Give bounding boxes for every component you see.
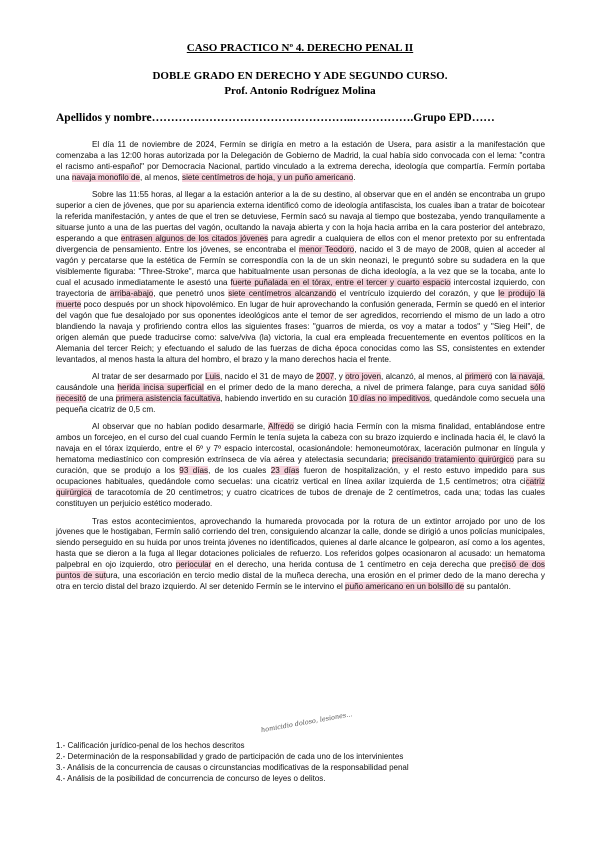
professor-name: Prof. Antonio Rodríguez Molina [224,85,376,97]
question-item: 2.- Determinación de la responsabilidad y grado de participación de cada uno de los intervinientes [56,752,404,761]
text-segment: ura, una escoriación en tercio medio distal de la muñeca derecha, una erosión en el primer dedo de la mano derecha y otra en tercio distal del brazo izquierdo. Al ser detenido Fermín se le intervino el [56,571,545,592]
highlighted-text: la navaja [510,372,543,382]
highlighted-text: 23 días [270,466,300,476]
highlighted-text: catriz quirúrgica [56,477,545,498]
text-segment: de una [86,393,116,403]
highlighted-text: cisó de dos puntos de sut [56,560,545,581]
highlighted-text: herida incisa superficial [117,383,204,393]
text-segment: , causándole una [56,372,545,393]
text-segment: , nacido el 3 de mayo de 2008, quien al acceder al vagón y percatarse que la estética de Fermín se correspondía con la de un skin neonazi, le preguntó sobre su sudadera en la que visiblemente figuraba: "Three-Stroke", marca que habitualmente usan personas de dicha ideología, a la vez que se la tocaba, ante lo cual el acusado inmediatamente le asestó una [56,245,545,287]
text-segment: fueron de hospitalización, y el resto estuvo impedido para sus ocupaciones habituales, quedándole como secuelas: una cicatriz vertical en línea axilar izquierda de 1,5 centímetros; otra ci [56,466,545,487]
highlighted-text: fuerte puñalada en el tórax, entre el tercer y cuarto espacio [230,277,451,287]
text-segment: , alcanzó, al menos, al [381,372,465,382]
highlighted-text: 93 días [179,466,209,476]
case-paragraph [56,517,545,594]
highlighted-text: periocular [175,560,212,570]
case-paragraph [56,422,545,510]
highlighted-text: siete centímetros alcanzando [228,288,337,298]
text-segment: para agredir a cualquiera de ellos con el menor pretexto por su enfrentada divergencia de pensamiento. Entre los jóvenes, se encontraba el [56,234,545,255]
text-segment: en el primer dedo de la mano derecha, a nivel de primera falange, para cuya sanidad [203,383,531,393]
highlighted-text: puño americano en un bolsillo de [345,582,465,592]
text-segment: para su curación, que se produjo a los [56,455,545,476]
text-segment: , que penetró unos [153,288,229,298]
highlighted-text: siete centímetros de hoja, y un puño americano [182,172,354,182]
text-segment: , quedándole como secuela una pequeña cicatriz de 0,5 cm. [56,393,545,414]
question-item: 1.- Calificación jurídico-penal de los hechos descritos [56,741,245,750]
text-segment: . [353,172,356,182]
text-segment: intercostal izquierdo, con trayectoria de [56,277,545,298]
document-subtitle: DOBLE GRADO EN DERECHO Y ADE SEGUNDO CURSO. [152,70,448,82]
highlighted-text: primero [464,372,493,382]
text-segment: , nacido el 31 de mayo de [220,372,317,382]
highlighted-text: primera asistencia facultativa [115,393,221,403]
highlighted-text: precisando tratamiento quirúrgico [391,455,515,465]
text-segment: , al menos, [140,172,183,182]
questions-list [56,740,556,784]
handwritten-note: homicidio doloso, lesiones... [260,710,353,735]
text-segment: de taracotomía de 20 centímetros; y cuatro cicatrices de tubos de drenaje de 2 centímetros, cada una; todas las cuales constituyen un perjuicio estético moderado. [56,488,545,509]
text-segment: poco después por un shock hipovolémico. En lugar de huir aprovechando la confusión generada, Fermín se quedó en el interior del vagón que fue desalojado por sus oponentes ideológicos ante el temor de ser agredidos, recorriendo el mismo de un lado a otro blandiendo la navaja y profiriendo contra ellos las siguientes frases: "guarros de mierda, os voy a matar a todos" y "Sieg Heil", de origen alemán que puede traducirse como: salve/viva (la) victoria, la cual era empleada frecuentemente en eventos políticos en la Alemania del tercer Reich; y efectuando el saludo de las fuerzas de dicha época conocidas como las SS, consistentes en extender levantados, al menos hasta la altura del hombro, el brazo y la mano derechos hacia el frente. [56,299,545,364]
text-segment: en el derecho, una herida contusa de 1 centímetro en ceja derecha que pre [211,560,502,570]
text-segment: Al observar que no habían podido desarmarle, [92,422,268,432]
highlighted-text: arriba-abajo [109,288,154,298]
text-segment: Tras estos acontecimientos, aprovechando la humareda provocada por la rotura de un extintor arrojado por uno de los jóvenes que le hostigaban, Fermín salió corriendo del tren, consiguiendo alcanzar la calle, donde se dirigió a unos policías municipales, siendo perseguido en su huida por unos treinta jóvenes no identificados, quienes al darle alcance le golpearon, así como a los agentes, hasta que se dieron a la fuga al llegar dotaciones policiales de refuerzo. Los referidos golpes ocasionaron al acusado: un hematoma palpebral en ojo izquierdo, otro [56,516,545,570]
text-segment: Al tratar de ser desarmado por [92,372,206,382]
case-paragraph [56,140,545,184]
highlighted-text: 2007 [316,372,335,382]
text-segment: el ventrículo izquierdo del corazón, y que [336,288,499,298]
case-paragraph [56,372,545,416]
case-text [56,140,545,600]
highlighted-text: sólo necesitó [56,383,546,403]
text-segment: , habiendo invertido en su curación [220,393,349,403]
question-item: 4.- Análisis de la posibilidad de concurrencia de concurso de leyes o delitos. [56,774,326,783]
text-segment: se dirigió hacia Fermín con la misma finalidad, entablándose entre ambos un forcejeo, en el curso del cual cuando Fermín le tenía sujeta la cabeza con su brazo izquierdo e inclinada hacia él, le clavó la navaja en el tórax izquierdo, entre el 6º y 7º espacio intercostal, ocasionándole: hemoneumotórax, laceración pulmonar en língula y hematoma mediastínico con compresión extrínseca de vía aérea y atelectasia secundaria; [56,422,546,465]
highlighted-text: Alfredo [268,422,294,432]
question-item: 3.- Análisis de la concurrencia de causas o circunstancias modificativas de la responsabilidad penal [56,763,409,772]
text-segment: El día 11 de noviembre de 2024, Fermín se dirigía en metro a la estación de Usera, para asistir a la manifestación que comenzaba a las 12:00 horas autorizada por la Delegación de Gobierno de Madrid, la cual había sido convocada con el lema: "contra el racismo anti-español" por Democracia Nacional, partido vinculado a la extrema derecha, ideología que compartía. Fermín portaba una [56,140,545,182]
highlighted-text: otro joven [345,372,382,382]
text-segment: con [492,372,511,382]
highlighted-text: entrasen algunos de los citados jóvenes [120,234,269,244]
highlighted-text: 10 días no impeditivos [348,393,430,403]
text-segment: , y [334,372,346,382]
highlighted-text: menor Teodoro [298,245,355,255]
highlighted-text: le produjo la muerte [56,288,545,309]
text-segment: , de los cuales [208,466,271,476]
student-name-line: Apellidos y nombre……………………………………………..…………….Grupo EPD…… [56,112,495,124]
highlighted-text: navaja monofilo de [71,172,141,182]
text-segment: su pantalón. [464,582,511,592]
highlighted-text: Luis [205,372,221,382]
case-paragraph [56,190,545,365]
text-segment: Sobre las 11:55 horas, al llegar a la estación anterior a la de su destino, al observar que en el andén se encontraba un grupo superior a cien de jóvenes, que por su apariencia externa identificó como de ideología antifascista, los cuales iban a tratar de boicotear la referida manifestación, y antes de que el tren se detuviese, Fermín sacó su navaja al tiempo que bostezaba, yendo tranquilamente a situarse junto a una de las puertas del vagón, ocultando la navaja abierta y con la hoja hacia arriba en la cara posterior del antebrazo, esperando a que [56,190,545,244]
document-title: CASO PRACTICO Nº 4. DERECHO PENAL II [186,42,414,54]
